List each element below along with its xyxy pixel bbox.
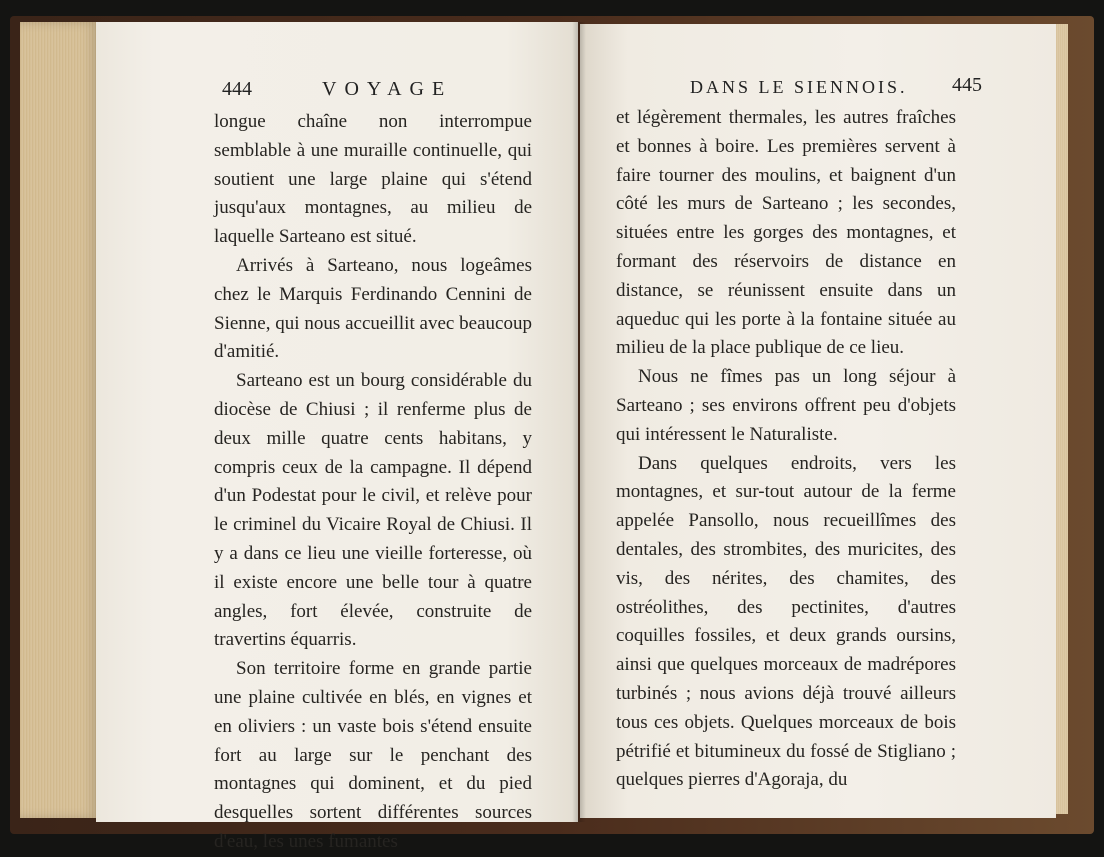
left-running-head: [222, 78, 542, 108]
left-paragraph-2: Arrivés à Sarteano, nous logeâmes chez le Marquis Ferdinando Cennini de Sienne, qui nous accueillit avec beaucoup d'amitié.: [214, 254, 532, 363]
right-paragraph-3: Dans quelques endroits, vers les montagnes, et sur-tout autour de la ferme appelée Pansollo, nous recueillîmes des dentales, des strombites, des muricites, des vis, des nérites, des chamites, des ostréolithes, des pectinites, d'autres coquilles fossiles, et deux grands oursins, ainsi que quelques morceaux de madrépores turbinés ; nous avions déjà trouvé ailleurs tous ces objets. Quelques morceaux de bois pétrifié et bitumineux du fossé de Stigliano ; quelques pierres d'Agoraja, du: [616, 452, 956, 791]
right-paragraph-2: Nous ne fîmes pas un long séjour à Sarteano ; ses environs offrent peu d'objets qui intéressent le Naturaliste.: [616, 366, 956, 445]
right-running-head: [690, 74, 990, 104]
page-edges-left: [20, 22, 100, 818]
right-page-text: [616, 104, 956, 795]
left-paragraph-4: Son territoire forme en grande partie une plaine cultivée en blés, en vignes et en oliviers : un vaste bois s'étend ensuite fort au large sur le penchant des montagnes qui dominent, et du pied desquelles sortent différentes sources d'eau, les unes fumantes: [214, 658, 532, 852]
right-head-title: DANS LE SIENNOIS.: [690, 77, 908, 97]
left-page-number: 444: [222, 78, 252, 100]
left-paragraph-1: longue chaîne non interrompue semblable à une muraille continuelle, qui soutient une large plaine qui s'étend jusqu'aux montagnes, au milieu de laquelle Sarteano est situé.: [214, 111, 532, 248]
right-page-number: 445: [952, 74, 982, 96]
left-paragraph-3: Sarteano est un bourg considérable du diocèse de Chiusi ; il renferme plus de deux mille quatre cents habitans, y compris ceux de la campagne. Il dépend d'un Podestat pour le civil, et relève pour le criminel du Vicaire Royal de Chiusi. Il y a dans ce lieu une vieille forteresse, où il existe encore une belle tour à quatre angles, fort élevée, construite de travertins équarris.: [214, 370, 532, 651]
left-page-text: [214, 108, 532, 857]
left-head-title: VOYAGE: [322, 78, 453, 100]
right-paragraph-1: et légèrement thermales, les autres fraîches et bonnes à boire. Les premières servent à faire tourner des moulins, et baignent d'un côté les murs de Sarteano ; les secondes, situées entre les gorges des montagnes, et formant des réservoirs de distance en distance, se réunissent ensuite dans un aqueduc qui les porte à la fontaine située au milieu de la place publique de ce lieu.: [616, 107, 956, 359]
book-gutter: [572, 22, 586, 822]
